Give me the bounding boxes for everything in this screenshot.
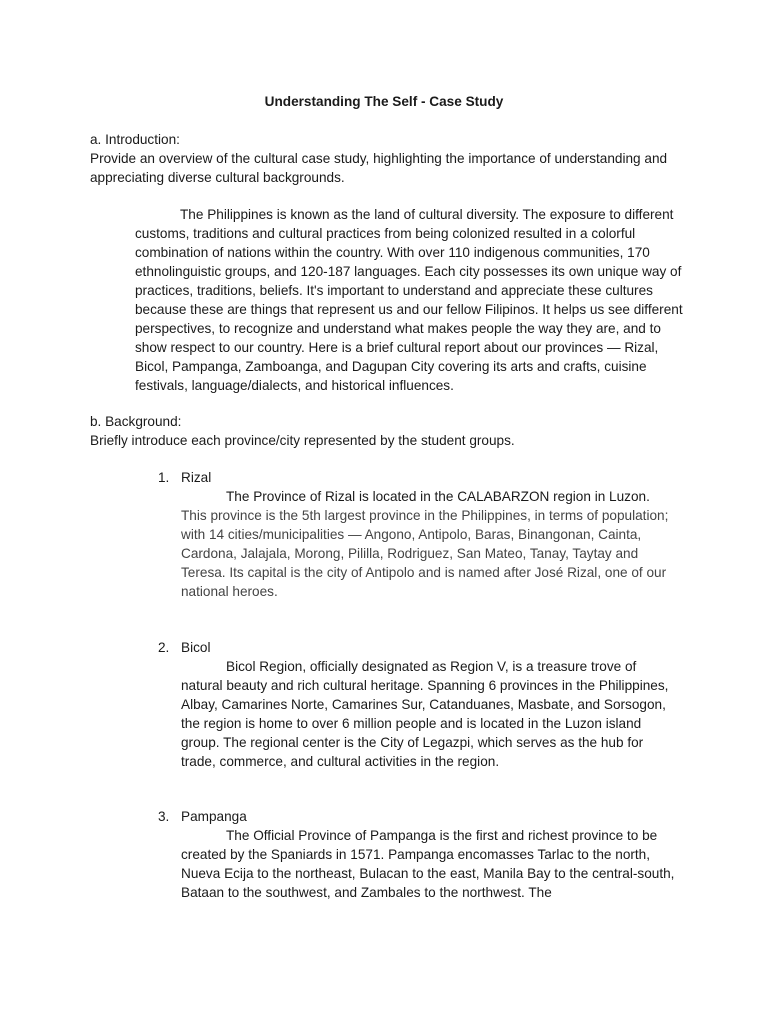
intro-heading: a. Introduction: [90, 132, 180, 147]
province-name: Bicol [181, 640, 211, 655]
background-heading: b. Background: [90, 414, 182, 429]
province-description [181, 657, 681, 771]
intro-prompt: Provide an overview of the cultural case study, highlighting the importance of understanding and appreciating diverse cultural backgrounds. [90, 151, 668, 185]
province-description-first: Bicol Region, officially designated as Region V, is a treasure trove of natural beauty and rich cultural heritage. Spanning 6 provinces in the Philippines, Albay, Camarines Norte, Camarines Sur, Catanduanes, Masbate, and Sorsogon, the region is home to over 6 million people and is located in the Luzon island group. The regional center is the City of Legazpi, which serves as the hub for trade, commerce, and cultural activities in the region. [181, 659, 669, 769]
province-name: Pampanga [181, 809, 247, 824]
intro-section [90, 130, 690, 187]
list-number: 1. [158, 470, 170, 485]
intro-body: The Philippines is known as the land of cultural diversity. The exposure to different customs, traditions and cultural practices from being colonized resulted in a colorful combination of nations within the country. With over 110 indigenous communities, 170 ethnolinguistic groups, and 120-187 languages. Each city possesses its own unique way of practices, traditions, beliefs. It's important to understand and appreciate these cultures because these are things that represent us and our fellow Filipinos. It helps us see different perspectives, to recognize and understand what makes people the way they are, and to show respect to our country. Here is a brief cultural report about our provinces — Rizal, Bicol, Pampanga, Zamboanga, and Dagupan City covering its arts and crafts, cuisine festivals, language/dialects, and historical influences. [135, 207, 683, 393]
document-title: Understanding The Self - Case Study [264, 94, 504, 109]
province-description [181, 487, 681, 601]
province-description [181, 826, 681, 902]
province-description-first: The Official Province of Pampanga is the first and richest province to be created by the Spaniards in 1571. Pampanga encomasses Tarlac to the north, Nueva Ecija to the northeast, Bulacan to the east, Manila Bay to the central-south, Bataan to the southwest, and Zambales to the northwest. The [181, 828, 675, 900]
province-name: Rizal [181, 470, 212, 485]
list-number: 2. [158, 640, 170, 655]
background-section [90, 412, 690, 450]
province-description-rest: This province is the 5th largest province in the Philippines, in terms of population; with 14 cities/municipalities — Angono, Antipolo, Baras, Binangonan, Cainta, Cardona, Jalajala, Morong, Pililla, Rodriguez, San Mateo, Tanay, Taytay and Teresa. Its capital is the city of Antipolo and is named after José Rizal, one of our national heroes. [181, 508, 669, 599]
province-description-first: The Province of Rizal is located in the CALABARZON region in Luzon. [226, 489, 650, 504]
list-number: 3. [158, 809, 170, 824]
background-prompt: Briefly introduce each province/city represented by the student groups. [90, 433, 515, 448]
